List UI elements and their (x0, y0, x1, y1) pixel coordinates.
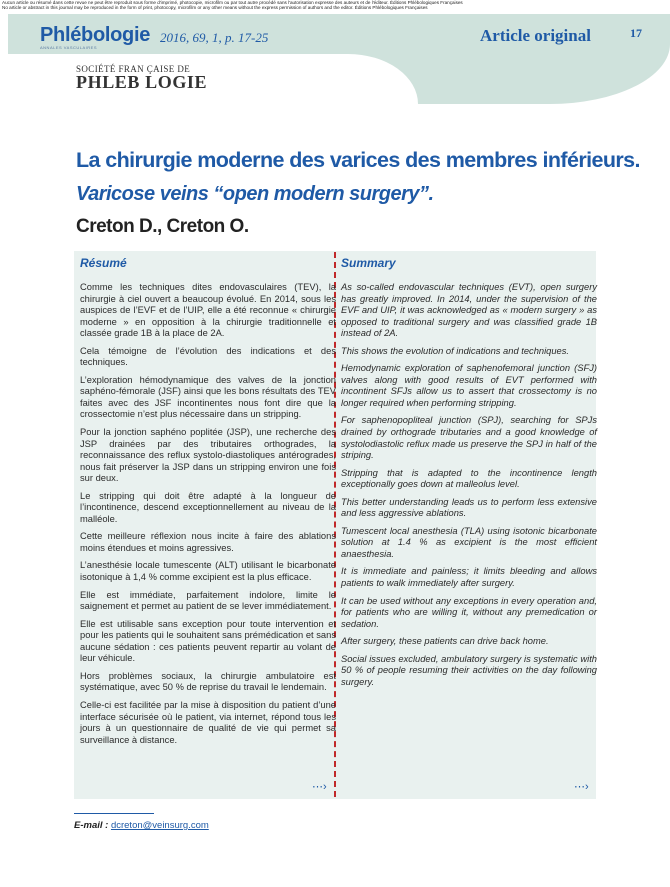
continue-arrow-icon: ⋯› (574, 781, 589, 793)
resume-paragraph: L’anesthésie locale tumescente (ALT) utilisant le bicarbonate isotonique à 1,4 % comme excipient est la plus efficace. (80, 560, 336, 583)
resume-paragraph: Elle est immédiate, parfaitement indolore, limite le saignement et permet au patient de se lever immédiatement. (80, 589, 336, 612)
journal-subtitle: ANNALES VASCULAIRES (40, 45, 97, 50)
summary-paragraph: Hemodynamic exploration of saphenofemoral junction (SFJ) valves along with good results of EVT performed with incontinent SFJs allow us to assert that crossectomy is no longer required when performing stripping. (341, 363, 597, 408)
page-number: 17 (630, 26, 642, 40)
email-line (74, 820, 209, 831)
title-english: Varicose veins “open modern surgery”. (76, 183, 434, 205)
resume-paragraph: Hors problèmes sociaux, la chirurgie ambulatoire est systématique, avec 50 % de reprise du travail le lendemain. (80, 670, 336, 693)
resume-paragraph: Celle-ci est facilitée par la mise à disposition du patient d’une interface sécurisée où le patient, via internet, répond tous les jours à un questionnaire de qualité de vie qui permet sa surveillance à distance. (80, 699, 336, 745)
resume-paragraph: Comme les techniques dites endovasculaires (TEV), la chirurgie à ciel ouvert a beaucoup évolué. En 2014, sous les auspices de l’EVF et de l’UIP, elle a été reconnue « chirurgie moderne » en opposition à la chirurgie traditionnelle et classée grade 1B à la place de 2A. (80, 282, 336, 339)
summary-paragraph: For saphenopopliteal junction (SPJ), searching for SPJs drained by orthograde tributaries and a good knowledge of systolodiastolic reflux made us preserve the SPJ in half of the striping. (341, 415, 597, 461)
resume-column (80, 256, 336, 752)
resume-paragraph: Cela témoigne de l’évolution des indications et des techniques. (80, 345, 336, 368)
society-name-line1: SOCIÉTÉ FRAN ÇAISE DE (76, 64, 191, 74)
society-logo (76, 64, 207, 93)
copyright-line-en: No article or abstract in this journal may be reproduced in the form of print, photocopy, microfilm or any other means without the express permission of authors and the editor. Éditions Phlébologiques Françaises (2, 5, 428, 11)
summary-paragraph: After surgery, these patients can drive back home. (341, 636, 549, 647)
resume-paragraph: Pour la jonction saphéno poplitée (JSP), une recherche des JSP drainées par des tributaires orthogrades, la reconnaissance des reflux systolo-diastoliques antérogrades, nous fait préserver la JSP dans un stripping environ une fois sur deux. (80, 427, 336, 484)
summary-paragraph: Social issues excluded, ambulatory surgery is systematic with 50 % of people resuming their activities on the day following surgery. (341, 653, 597, 687)
continue-arrow-icon: ⋯› (312, 781, 327, 793)
summary-heading: Summary (341, 256, 396, 270)
footer-rule (74, 813, 154, 814)
society-name-line2: PHLEB LOGIE (76, 72, 208, 92)
title-french: La chirurgie moderne des varices des membres inférieurs. (76, 148, 640, 172)
summary-paragraph: It can be used without any exceptions in every operation and, for patients who are willing it, without any premedication or sedation. (341, 595, 597, 629)
resume-paragraph: Cette meilleure réflexion nous incite à faire des ablations moins étendues et moins agressives. (80, 531, 336, 553)
summary-paragraph: This shows the evolution of indications and techniques. (341, 345, 570, 356)
summary-paragraph: Stripping that is adapted to the incontinence length exceptionally goes down at malleolus level. (341, 467, 597, 490)
summary-paragraph: It is immediate and painless; it limits bleeding and allows patients to walk immediately after surgery. (341, 566, 597, 589)
authors: Creton D., Creton O. (76, 216, 249, 237)
summary-paragraph: This better understanding leads us to perform less extensive and less aggressive ablations. (341, 496, 597, 519)
resume-paragraph: L’exploration hémodynamique des valves de la jonction saphéno-fémorale (JSF) ainsi que les bons résultats des TEV faites avec des JSF incontinentes nous font dire que la crossectomie n’est plus nécessaire dans un stripping. (80, 374, 336, 420)
summary-paragraph: As so-called endovascular techniques (EVT), open surgery has greatly improved. In 2014, under the supervision of the EVF and UIP, it was acknowledged as « modern surgery » as opposed to traditional surgery and was classified grade 1B instead of 2A. (341, 282, 597, 339)
email-label: E-mail : (74, 820, 109, 831)
copyright-notice (2, 0, 463, 10)
citation: 2016, 69, 1, p. 17-25 (160, 30, 269, 45)
resume-heading: Résumé (80, 256, 127, 270)
resume-paragraph: Le stripping qui doit être adapté à la longueur de l’incontinence, descend exceptionnellement au niveau de la malléole. (80, 490, 336, 524)
resume-paragraph: Elle est utilisable sans exception pour toute intervention et pour les patients qui le souhaitent sans prémédication et sans aucune sédation : ces patients peuvent repartir au volant de leur véhicule. (80, 618, 336, 664)
summary-paragraph: Tumescent local anesthesia (TLA) using isotonic bicarbonate solution at 1.4 % as excipient is the most efficient anaesthesia. (341, 525, 597, 559)
summary-column (341, 256, 597, 694)
email-link[interactable]: dcreton@veinsurg.com (110, 820, 209, 831)
copyright-line-fr: Aucun article ou résumé dans cette revue ne peut être reproduit sous forme d'imprimé, photocopie, microfilm ou par tout autre procédé sans l'autorisation expresse des auteurs et de l'éditeur. Éditions Phlébologiques Françaises (2, 0, 463, 5)
article-type: Article original (480, 26, 591, 45)
journal-logo: Phlébologie (40, 24, 151, 46)
